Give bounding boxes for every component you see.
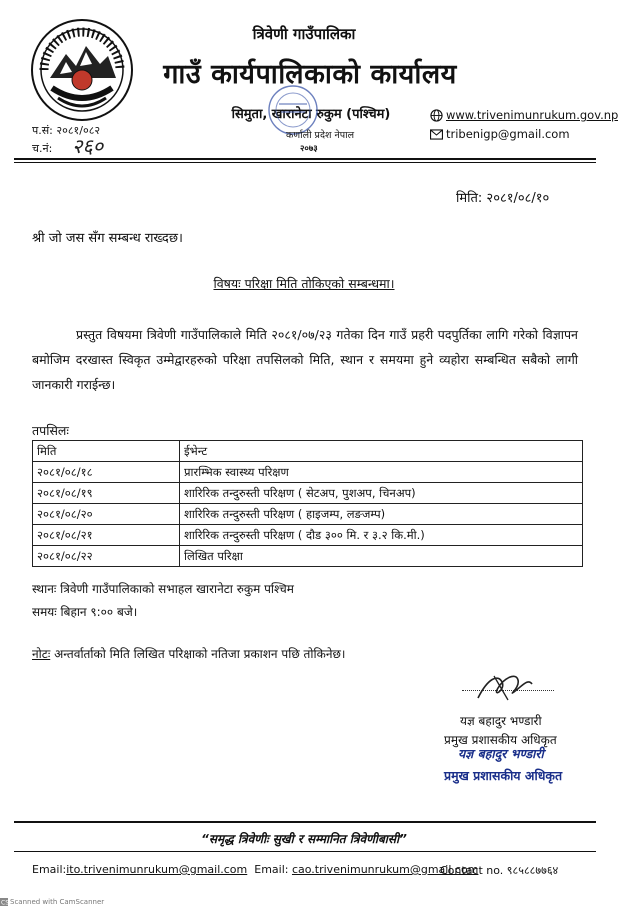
footer-divider-thin [14, 851, 596, 852]
signatory-title: प्रमुख प्रशासकीय अधिकृत [444, 733, 557, 747]
contact-number: Contact no. ९८५८८७७६४ [440, 864, 559, 877]
row-date: २०८१/०८/२२ [33, 546, 180, 567]
recipient: श्री जो जस सँग सम्बन्ध राख्दछ। [32, 231, 183, 246]
table-row [33, 504, 583, 525]
scanner-text: Scanned with CamScanner [10, 898, 105, 906]
email2-label: Email: [247, 863, 292, 876]
office-stamp [255, 82, 350, 152]
email1-label: Email: [32, 863, 67, 876]
letter-body: प्रस्तुत विषयमा त्रिवेणी गाउँपालिकाले मिति २०८१/०७/२३ गतेका दिन गाउँ प्रहरी पदपुर्तिका लागि गरेको विज्ञापन बमोजिम दरखास्त स्विकृत उम्मेद्वारहरुको परिक्षा तपसिलको मिति, स्थान र समयमा हुने व्यहोरा सम्बन्धित सबैको लागी जानकारी गराईन्छ। [32, 327, 578, 392]
row-date: २०८१/०८/१९ [33, 483, 180, 504]
email-row[interactable] [430, 127, 570, 141]
handwritten-signature [458, 668, 558, 708]
email1-link[interactable]: ito.trivenimunrukum@gmail.com [66, 863, 248, 876]
note-text: अन्तर्वार्ताको मिति लिखित परिक्षाको नतिजा प्रकाशन पछि तोकिनेछ। [50, 647, 346, 661]
row-event: प्रारम्भिक स्वास्थ्य परिक्षण [180, 462, 583, 483]
footer-contacts [32, 863, 592, 876]
row-event: शारिरिक तन्दुरुस्ती परिक्षण ( सेटअप, पुशअप, चिनअप) [180, 483, 583, 504]
name-stamp: यज्ञ बहादुर भण्डारी [458, 746, 544, 761]
website-link[interactable]: www.trivenimunrukum.gov.np [446, 108, 618, 122]
reference-number: प.सं: २०८१/०८२ [32, 124, 101, 137]
letter-date: मिति: २०८१/०८/१० [456, 191, 550, 206]
signature-line [462, 690, 554, 691]
exam-place: स्थानः त्रिवेणी गाउँपालिकाको सभाहल खारानेटा रुकुम पश्चिम [32, 582, 294, 596]
dispatch-number: २६० [72, 134, 104, 158]
globe-icon [430, 109, 443, 122]
camscanner-logo-icon [0, 898, 8, 906]
stamp-line-1: कर्णाली प्रदेश नेपाल [286, 130, 355, 141]
table-row [33, 546, 583, 567]
envelope-icon [430, 129, 443, 140]
footer-motto: “समृद्ध त्रिवेणीः सुखी र सम्मानित त्रिवेणीबासी” [201, 832, 407, 846]
email2-link[interactable]: cao.trivenimunrukum@gmail.com [291, 863, 479, 876]
signatory-name: यज्ञ बहादुर भण्डारी [460, 714, 542, 728]
office-email[interactable]: tribenigp@gmail.com [446, 127, 570, 141]
header-event: ईभेन्ट [180, 441, 583, 462]
table-row [33, 525, 583, 546]
dispatch-label: च.नं: [32, 142, 53, 155]
subject-line: विषयः परिक्षा मिति तोकिएको सम्बन्धमा। [213, 276, 395, 291]
svg-text:CS: CS [1, 899, 9, 907]
office-address: सिमुता, खारानेटा रुकुम (पश्चिम) [231, 107, 391, 122]
scanner-watermark [0, 898, 104, 906]
note-label: नोटः [32, 647, 51, 661]
schedule-table [32, 440, 583, 567]
website-row[interactable] [430, 108, 618, 122]
row-event: शारिरिक तन्दुरुस्ती परिक्षण ( दौड ३०० मि. र ३.२ कि.मी.) [180, 525, 583, 546]
title-stamp: प्रमुख प्रशासकीय अधिकृत [444, 768, 563, 783]
table-header-row [33, 441, 583, 462]
footer-divider [14, 821, 596, 823]
row-date: २०८१/०८/२१ [33, 525, 180, 546]
row-date: २०८१/०८/२० [33, 504, 180, 525]
header-divider-thin [14, 162, 596, 163]
table-row [33, 462, 583, 483]
exam-time: समयः बिहान ९:०० बजे। [32, 605, 138, 619]
municipality-name: त्रिवेणी गाउँपालिका [252, 25, 356, 43]
header-date: मिति [33, 441, 180, 462]
note [32, 645, 345, 662]
office-title: गाउँ कार्यपालिकाको कार्यालय [163, 59, 457, 90]
stamp-line-2: २०७३ [300, 144, 318, 154]
table-row [33, 483, 583, 504]
row-event: शारिरिक तन्दुरुस्ती परिक्षण ( हाइजम्प, लङजम्प) [180, 504, 583, 525]
row-event: लिखित परिक्षा [180, 546, 583, 567]
row-date: २०८१/०८/१८ [33, 462, 180, 483]
header-divider [14, 158, 596, 160]
schedule-label: तपसिलः [32, 423, 69, 438]
